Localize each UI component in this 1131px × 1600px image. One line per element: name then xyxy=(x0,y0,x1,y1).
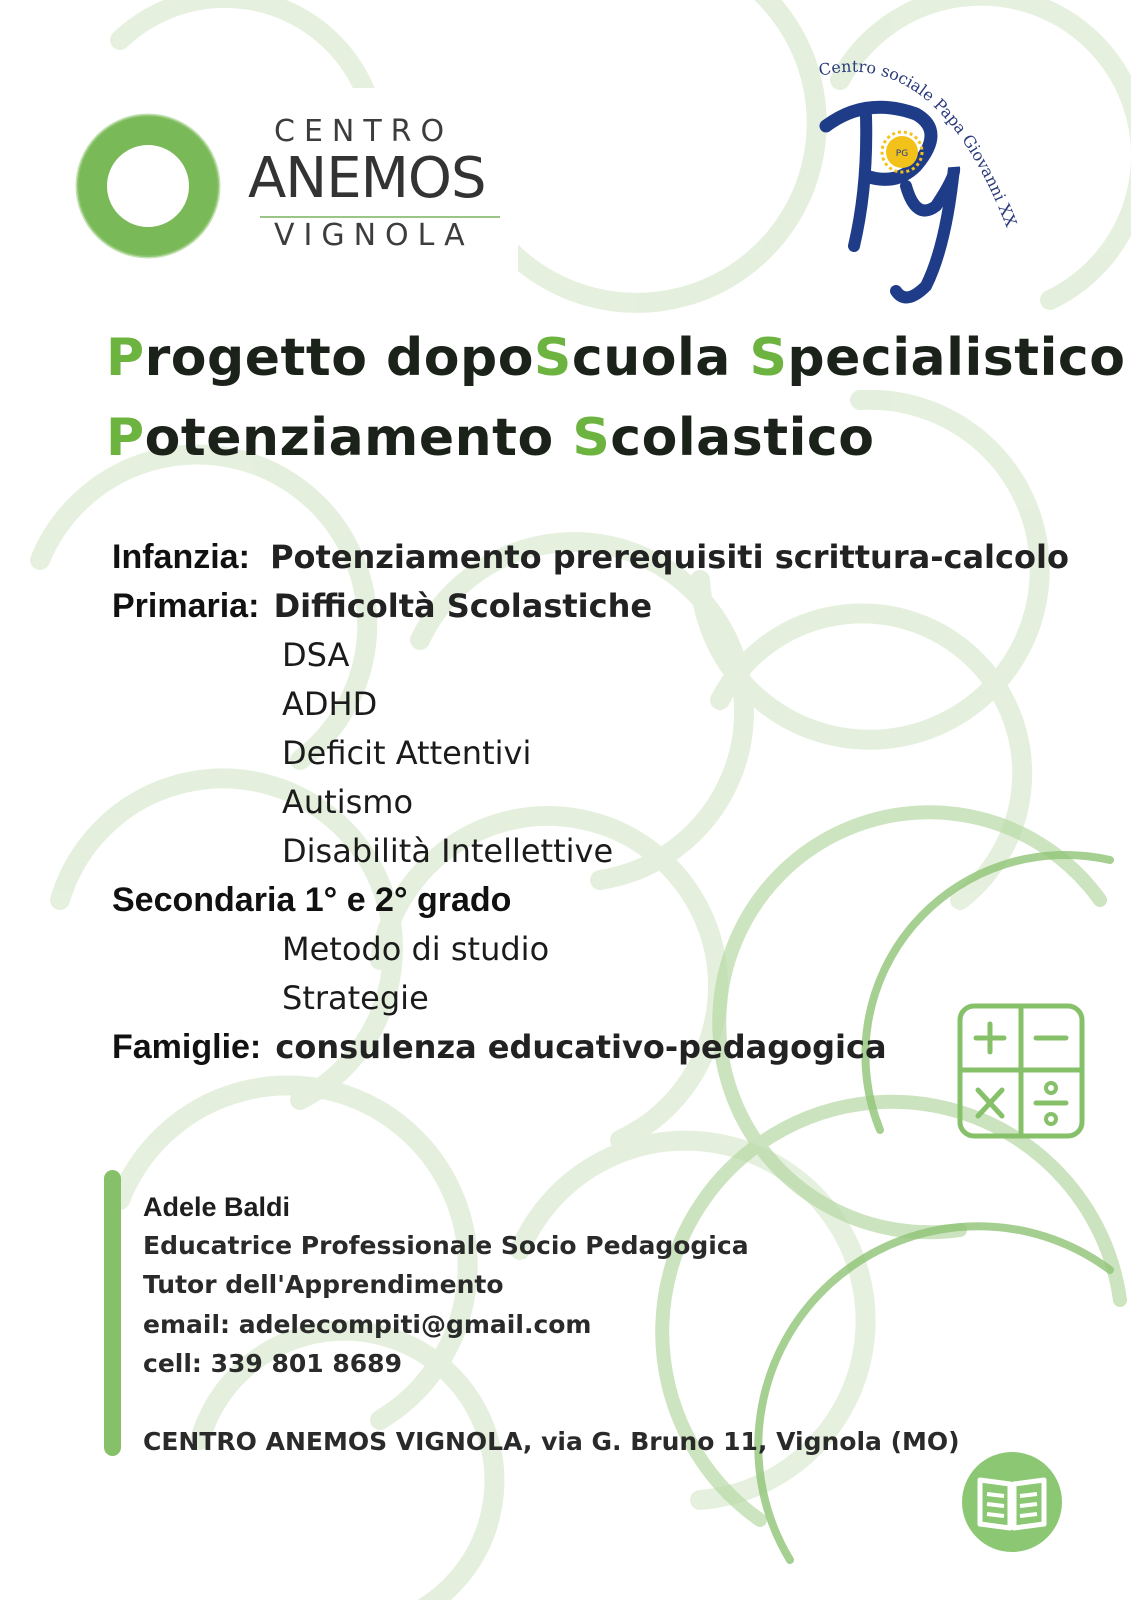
title-text: pecialistico xyxy=(787,328,1126,388)
contact-phone: cell: 339 801 8689 xyxy=(143,1349,402,1378)
title-accent-letter: S xyxy=(572,408,611,468)
primaria-item: Disabilità Intellettive xyxy=(282,832,614,870)
primaria-item: Autismo xyxy=(282,783,414,821)
secondaria-label: Secondaria 1° e 2° grado xyxy=(112,881,512,919)
primaria-item: Difficoltà Scolastiche xyxy=(273,587,653,625)
infanzia-row xyxy=(112,532,1069,582)
secondaria-item: Metodo di studio xyxy=(282,930,550,968)
infanzia-label: Infanzia: xyxy=(112,538,250,576)
title-line-1 xyxy=(106,318,1125,398)
anemos-ring-icon xyxy=(70,106,250,286)
title-text: rogetto dopo xyxy=(144,328,534,388)
calculator-icon xyxy=(956,1000,1088,1140)
page-title xyxy=(106,318,1125,478)
title-accent-letter: S xyxy=(749,328,788,388)
papa-giovanni-logo xyxy=(806,56,1046,306)
contact-name: Adele Baldi xyxy=(143,1192,291,1222)
title-line-2 xyxy=(106,398,1125,478)
primaria-row xyxy=(112,581,652,631)
contact-accent-bar xyxy=(104,1170,121,1456)
contact-role-2: Tutor dell'Apprendimento xyxy=(143,1270,504,1299)
famiglie-label: Famiglie: xyxy=(112,1028,262,1066)
famiglie-row xyxy=(112,1022,887,1072)
primaria-item: ADHD xyxy=(282,685,378,723)
contact-email: email: adelecompiti@gmail.com xyxy=(143,1310,592,1339)
primaria-label: Primaria: xyxy=(112,587,260,625)
primaria-item: Deficit Attentivi xyxy=(282,734,532,772)
title-text: otenziamento xyxy=(144,408,573,468)
secondaria-item: Strategie xyxy=(282,979,429,1017)
anemos-vignola-text: VIGNOLA xyxy=(274,218,474,253)
svg-text:PG: PG xyxy=(895,149,909,159)
title-accent-letter: P xyxy=(106,328,145,388)
infanzia-value: Potenziamento prerequisiti scrittura-calcolo xyxy=(270,538,1069,576)
centro-anemos-logo xyxy=(48,88,518,283)
famiglie-value: consulenza educativo-pedagogica xyxy=(275,1028,887,1066)
pg-monogram-icon xyxy=(826,107,954,297)
title-text: cuola xyxy=(571,328,750,388)
pg-arc-text: Centro sociale Papa Giovanni XX xyxy=(816,56,1021,230)
contact-role: Educatrice Professionale Socio Pedagogica xyxy=(143,1231,749,1260)
anemos-name-text: ANEMOS xyxy=(248,146,486,211)
title-text: colastico xyxy=(610,408,875,468)
title-accent-letter: P xyxy=(106,408,145,468)
open-book-icon xyxy=(960,1450,1064,1554)
primaria-item: DSA xyxy=(282,636,350,674)
contact-address: CENTRO ANEMOS VIGNOLA, via G. Bruno 11, Vignola (MO) xyxy=(143,1427,960,1456)
anemos-centro-text: CENTRO xyxy=(274,114,454,149)
secondaria-row xyxy=(112,875,511,925)
title-accent-letter: S xyxy=(533,328,572,388)
